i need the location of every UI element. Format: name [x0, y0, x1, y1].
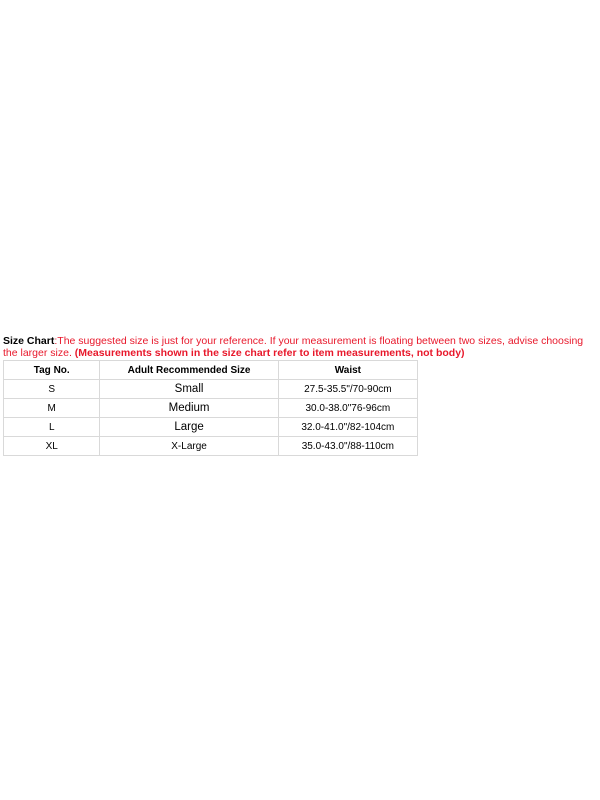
size-table — [3, 360, 418, 456]
table-row — [4, 418, 418, 437]
waist-cell: 27.5-35.5"/70-90cm — [278, 380, 417, 399]
table-row — [4, 399, 418, 418]
adult-size-cell: Small — [100, 380, 278, 399]
measurement-disclaimer: (Measurements shown in the size chart refer to item measurements, not body) — [74, 346, 465, 359]
size-chart-section — [3, 336, 598, 456]
tag-cell: M — [4, 399, 100, 418]
waist-cell: 32.0-41.0"/82-104cm — [278, 418, 417, 437]
size-chart-heading: Size Chart — [3, 335, 55, 347]
header-waist: Waist — [278, 361, 417, 380]
tag-cell: XL — [4, 437, 100, 456]
size-advice-note: :The suggested size is just for your reference. If your measurement is floating between two sizes, advise choosing the larger size. — [3, 335, 584, 359]
header-tag-no: Tag No. — [4, 361, 100, 380]
adult-size-cell: X-Large — [100, 437, 278, 456]
waist-cell: 35.0-43.0"/88-110cm — [278, 437, 417, 456]
table-header-row — [4, 361, 418, 380]
size-chart-intro — [3, 336, 598, 359]
tag-cell: S — [4, 380, 100, 399]
adult-size-cell: Medium — [100, 399, 278, 418]
tag-cell: L — [4, 418, 100, 437]
waist-cell: 30.0-38.0"76-96cm — [278, 399, 417, 418]
header-adult-recommended-size: Adult Recommended Size — [100, 361, 278, 380]
table-row — [4, 380, 418, 399]
table-row — [4, 437, 418, 456]
adult-size-cell: Large — [100, 418, 278, 437]
